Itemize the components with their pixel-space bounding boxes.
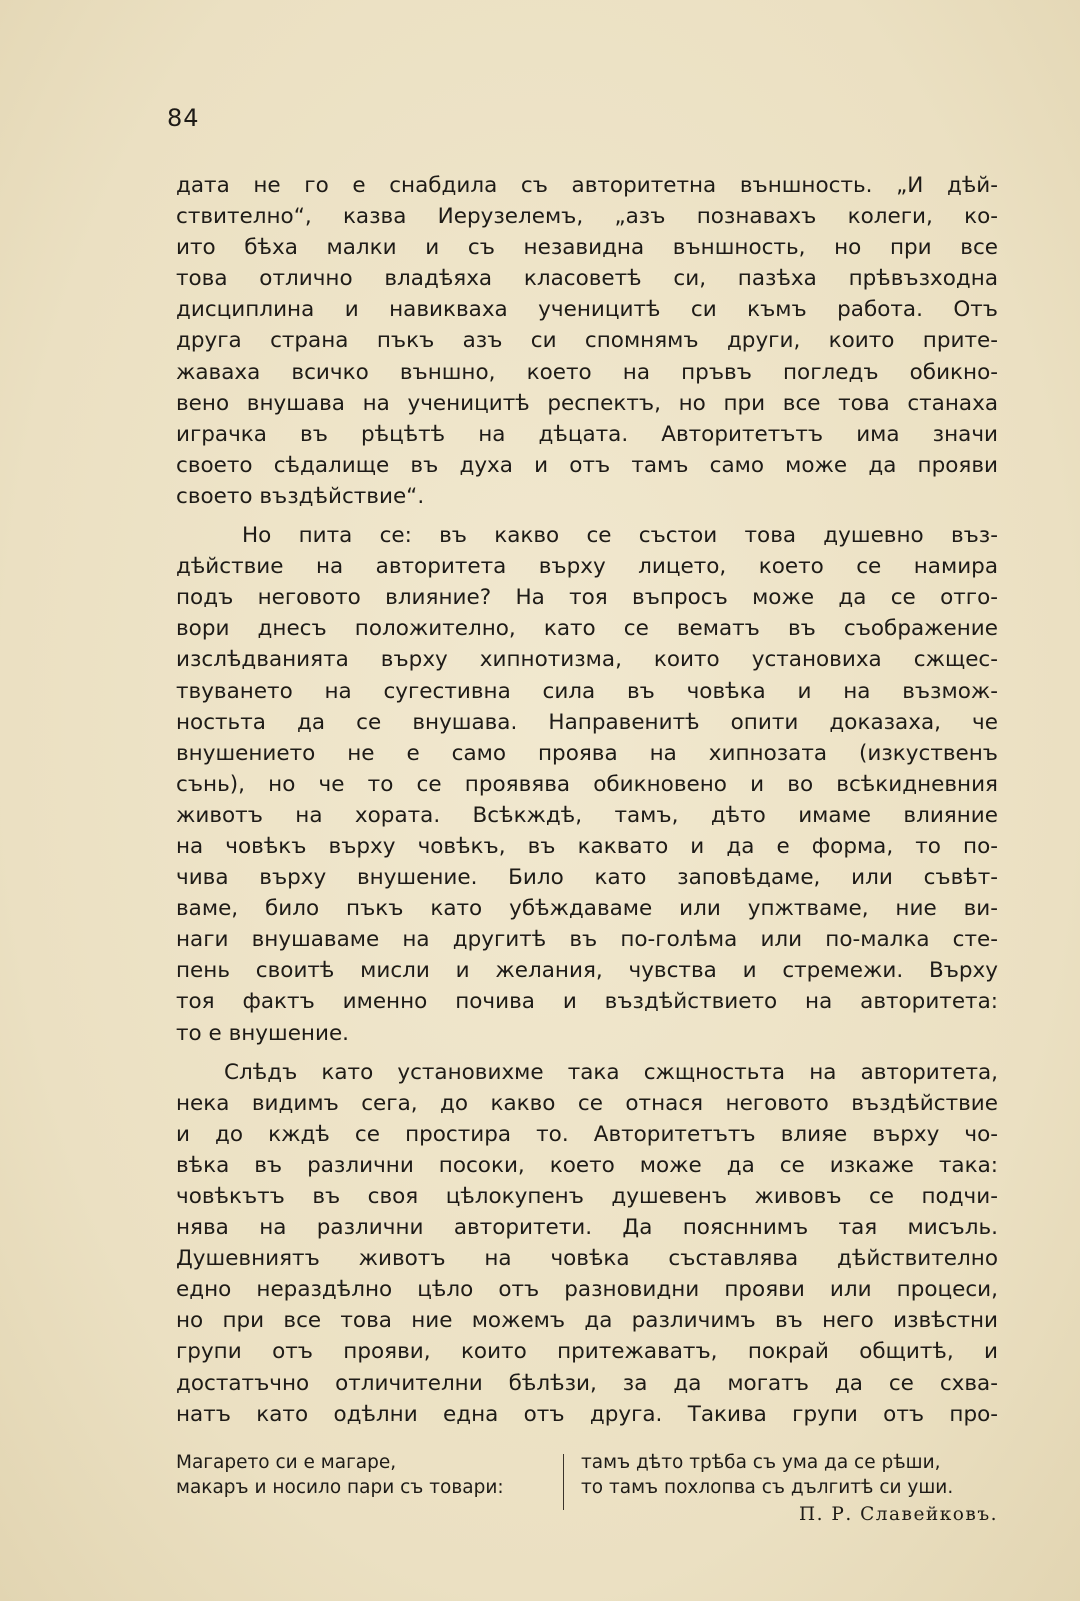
column-divider — [563, 1454, 564, 1510]
text-line: пень своитѣ мисли и желания, чувства и стремежи. Върху — [176, 958, 998, 984]
text-line: човѣкътъ въ своя цѣлокупенъ душевенъ живовъ се подчи- — [176, 1184, 998, 1209]
text-line: нява на различни авторитети. Да поясннимъ тая мисъль. — [176, 1215, 998, 1241]
text-line: и до кждѣ се простира то. Авторитетътъ влияе върху чо- — [176, 1121, 998, 1147]
paragraph-3 — [176, 1057, 998, 1430]
text-line: натъ като одѣлни една отъ друга. Такива групи отъ про- — [176, 1401, 998, 1427]
text-line: то е внушение. — [176, 1020, 350, 1046]
text-line: друга страна пъкъ азъ си спомнямъ други, които прите- — [176, 328, 998, 354]
text-line: вено внушава на ученицитѣ респектъ, но при все това станаха — [176, 390, 998, 416]
verse-line: тамъ дѣто трѣба съ ума да се рѣши, — [581, 1452, 941, 1473]
text-line: групи отъ прояви, които притежаватъ, покрай общитѣ, и — [176, 1339, 998, 1365]
text-line: подъ неговото влияние? На тоя въпросъ може да се отго- — [176, 585, 998, 611]
body-text — [176, 170, 998, 1430]
text-line: наги внушаваме на другитѣ въ по-голѣма или по-малка сте- — [176, 927, 998, 953]
text-line: ваме, било пъкъ като убѣждаваме или упжтваме, ние ви- — [176, 896, 998, 922]
text-line: внушението не е само проява на хипнозата (изкуственъ — [176, 740, 998, 766]
paragraph-1 — [176, 170, 998, 512]
text-line: жаваха всичко външно, което на пръвъ погледъ обикно- — [176, 359, 998, 385]
text-line: това отлично владѣяха класоветѣ си, пазѣха прѣвъзходна — [176, 266, 998, 292]
paragraph-2 — [176, 520, 998, 1049]
verse-right-column — [581, 1450, 998, 1500]
footer-verse — [176, 1450, 998, 1542]
text-line: Но пита се: въ какво се състои това душевно въз- — [242, 523, 998, 549]
page-number: 84 — [167, 104, 200, 132]
text-line: едно нераздѣлно цѣло отъ разновидни прояви или процеси, — [176, 1277, 998, 1303]
text-line: играчка въ рѣцѣтѣ на дѣцата. Авторитетътъ има значи — [176, 421, 998, 447]
verse-left-column — [176, 1450, 556, 1500]
text-line: дата не го е снабдила съ авторитетна външность. „И дѣй- — [176, 173, 998, 198]
verse-author: П. Р. Славейковъ. — [798, 1504, 998, 1525]
verse-line: то тамъ похлопва съ дългитѣ си уши. — [581, 1477, 954, 1498]
verse-line: макаръ и носило пари съ товари: — [176, 1477, 504, 1498]
text-line: своето сѣдалище въ духа и отъ тамъ само може да прояви — [176, 452, 998, 478]
text-line: чива върху внушение. Било като заповѣдаме, или съвѣт- — [176, 865, 998, 891]
text-line: Слѣдъ като установихме така сжщностьта на авторитета, — [224, 1059, 998, 1085]
text-line: дисциплина и навикваха ученицитѣ си къмъ работа. Отъ — [176, 297, 998, 323]
text-line: ностьта да се внушава. Направенитѣ опити доказаха, че — [176, 709, 998, 735]
text-line: но при все това ние можемъ да различимъ въ него извѣстни — [176, 1308, 998, 1334]
text-line: вори днесъ положително, като се вематъ въ съображение — [176, 616, 998, 642]
text-line: своето въздѣйствие“. — [176, 483, 425, 509]
verse-line: Магарето си е магаре, — [176, 1452, 397, 1473]
text-line: нека видимъ сега, до какво се отнася неговото въздѣйствие — [176, 1090, 998, 1116]
text-line: ито бѣха малки и съ незавидна външность, но при все — [176, 235, 998, 261]
text-line: на човѣкъ върху човѣкъ, въ каквато и да е форма, то по- — [176, 833, 998, 859]
text-line: дѣйствие на авторитета върху лицето, което се намира — [176, 554, 998, 580]
text-line: животъ на хората. Всѣкждѣ, тамъ, дѣто имаме влияние — [176, 802, 998, 828]
text-line: тоя фактъ именно почива и въздѣйствието на авторитета: — [176, 989, 998, 1015]
text-line: достатъчно отличителни бѣлѣзи, за да могатъ да се схва- — [176, 1370, 998, 1396]
text-line: ствително“, казва Иерузелемъ, „азъ познавахъ колеги, ко- — [176, 204, 998, 230]
text-line: сънь), но че то се проявява обикновено и во всѣкидневния — [176, 771, 998, 797]
text-line: Душевниятъ животъ на човѣка съставлява дѣйствително — [176, 1246, 998, 1272]
text-line: изслѣдванията върху хипнотизма, които установиха сжщес- — [176, 647, 998, 673]
text-line: твуването на сугестивна сила въ човѣка и на възмож- — [176, 678, 998, 704]
text-line: вѣка въ различни посоки, което може да се изкаже така: — [176, 1152, 998, 1178]
